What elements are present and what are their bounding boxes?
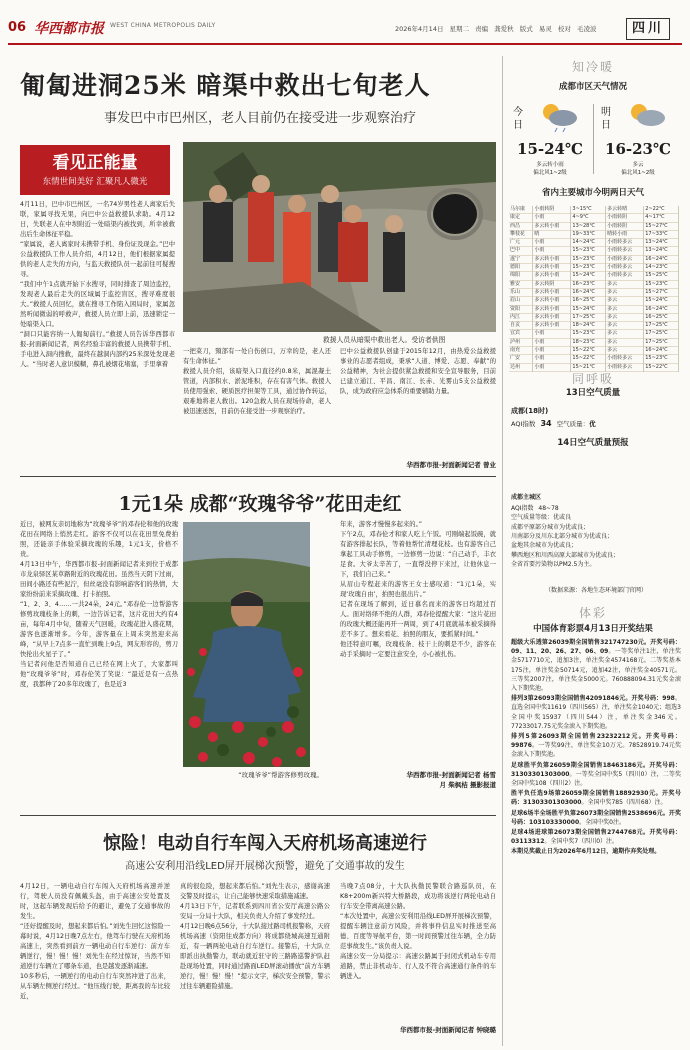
tomorrow-cond: 小雨转多云 (606, 247, 644, 255)
story3-column-2: 真的很危险，想起来都后怕。”刘先生表示，感谢高速交警及时提示，让自己能够快速采取措施减速。 4月13日下午，记者联系到四川省公安厅高速公路公安局一分局十大队，相关负责人介绍了事发经过。 4月12日晚6点56分，十大队接过路司机报警称，天府机场高速（资阳往成都方向）将成都绕城高速互通附近，有一辆两轮电动自行车逆行。接警后，十大队立即派出执勤警力，联动就近驻守的三路路巡警护队赶赴现场处置，同时通过路面LED屏滚动播放“前方车辆逆行，慢！慢！慢！”提示文字，梯次安全预警，警示过往车辆避险措施。 (180, 883, 330, 990)
issue-weekday: 星期二 (449, 25, 470, 33)
aqi-forecast-index-label: AQI指数 (511, 505, 534, 512)
today-range: 16~23℃ (571, 280, 606, 288)
city-name: 西昌 (509, 222, 533, 230)
city-name: 自贡 (509, 322, 533, 330)
weather-divider (593, 104, 594, 174)
province-weather-title: 省内主要城市今明两日天气 (541, 188, 644, 198)
today-cond: 小雨 (533, 363, 571, 371)
today-wind: 偏北风1~2级 (533, 170, 567, 176)
city-weather-row (509, 247, 679, 255)
today-label: 今日 (513, 107, 523, 131)
tomorrow-cond: 小雨转多云 (606, 239, 644, 247)
badge-slogan: 东情世间美好 汇聚凡人微光 (42, 177, 148, 187)
rose-grandpa-photo (183, 522, 310, 767)
tomorrow-temp: 16-23℃ (605, 140, 671, 158)
city-weather-row (509, 280, 679, 288)
city-weather-row (509, 255, 679, 263)
today-range: 13~28℃ (571, 222, 606, 230)
story3-headline: 惊险！电动自行车闯入天府机场高速逆行 (103, 833, 427, 854)
cloudy-rain-icon (537, 100, 581, 132)
today-range: 16~24℃ (571, 288, 606, 296)
aqi-grade: 优 (589, 420, 596, 428)
today-range: 15~22℃ (571, 347, 606, 355)
tomorrow-range: 15~24℃ (644, 297, 679, 305)
tomorrow-label: 明日 (601, 107, 611, 131)
today-range: 15~23℃ (571, 264, 606, 272)
rose-photo-caption: “玫瑰爷爷”帮游客修剪玫瑰。 (238, 771, 323, 779)
tomorrow-range: 13~24℃ (644, 239, 679, 247)
story3-subhead: 高速公安利用沿线LED屏开展梯次预警，避免了交通事故的发生 (125, 861, 405, 872)
city-name: 遂宁 (509, 255, 533, 263)
city-weather-row (509, 272, 679, 280)
story2-byline (340, 770, 496, 790)
city-name: 泸州 (509, 338, 533, 346)
rescue-photo (183, 142, 496, 332)
today-range: 4~9℃ (571, 214, 606, 222)
today-range: 15~23℃ (571, 247, 606, 255)
lottery-item (511, 828, 681, 846)
today-range: 15~23℃ (571, 330, 606, 338)
aqi-forecast-index (511, 503, 681, 512)
lottery-item (511, 809, 681, 827)
tomorrow-cond: 多云 (606, 322, 644, 330)
designer-credit: 版式 易灵 (519, 25, 552, 33)
lottery-numbers: 99876 (511, 742, 532, 750)
tomorrow-cond: 多云 (606, 338, 644, 346)
story2-byline-line2: 月 柴枫桔 摄影报道 (439, 781, 496, 789)
tomorrow-cond: 小雨转多云 (606, 363, 644, 371)
aqi-reading (511, 419, 681, 428)
city-weather-row (509, 297, 679, 305)
sidebar (502, 56, 682, 1046)
tomorrow-range: 15~23℃ (644, 355, 679, 363)
today-cond: 小雨 (533, 338, 571, 346)
tomorrow-cond: 小雨转多云 (606, 255, 644, 263)
story1-column-1: 4月11日，巴中市巴州区，一名74岁男性老人离家后失联，家属寻找无果，向巴中公益救援队求助。4月12日，失联老人在中坝附近一处暗渠内被找到，所幸被救出后生命体征平稳。 “家属说，老人离家时未携带手机、身份证及现金。”巴中公益救援队工作人员介绍，4月12日，他们根据家属提供的老人走失的方向，与监天救援队员一起前往可疑搜寻。 “我们中午1点就开始下水搜寻，同时排查了周边监控，发现老人最后走失的区域属于监控盲区，搜寻难度很大。”救援人员回忆，就在搜寻工作陷入困局时，家属忽然听闻微弱的呼救声，救援人员立即上前，迅速锁定一处暗渠入口。 “洞口只能容纳一人匍匐前行。”救援人员告诉华西都市报-封面新闻记者，两名经验丰富的救援人员携带手机、手电进入洞内搜救，最终在越洞内部约25米深处发现老人。“当时老人意识模糊，鼻孔被烟花堵塞，手里拿着 (20, 201, 175, 368)
city-name: 达州 (509, 363, 533, 371)
tomorrow-range: 16~24℃ (644, 305, 679, 313)
header-info (395, 24, 597, 33)
tomorrow-cond: 多云 (606, 288, 644, 296)
section-divider-2 (20, 815, 496, 816)
lottery-item (511, 789, 681, 807)
today-cond: 多云转小雨 (533, 264, 571, 272)
story1-subhead: 事发巴中市巴州区，老人目前仍在接受进一步观察治疗 (103, 111, 416, 126)
today-cond: 多云转小雨 (533, 255, 571, 263)
page-number: 06 (8, 20, 27, 35)
today-range: 18~24℃ (571, 322, 606, 330)
today-cond: 小雨 (533, 239, 571, 247)
lottery-numbers: 03113312 (511, 838, 545, 846)
weather-section-label: 知冷暖 (571, 60, 614, 74)
tomorrow-cond: 多云 (606, 330, 644, 338)
city-weather-row (509, 239, 679, 247)
tomorrow-range: 2~22℃ (644, 206, 679, 214)
city-name: 巴中 (509, 247, 533, 255)
tomorrow-cond: 晴转小雨 (606, 230, 644, 238)
today-cond: 小雨转阴 (533, 206, 571, 214)
editor-credit: 责编 龚爱秋 (475, 25, 514, 33)
today-cond: 多云转小雨 (533, 322, 571, 330)
today-range: 15~22℃ (571, 355, 606, 363)
aqi-index: 34 (540, 419, 552, 428)
tomorrow-cond: 多云 (606, 347, 644, 355)
lottery-item-body: 。一等奖99注，单注奖金10万元。78528919.74元奖金滚入下期奖池。 (511, 742, 681, 759)
today-temp: 15-24℃ (517, 140, 583, 158)
aqi-forecast-line: 全省首要污染物以PM2.5为主。 (511, 560, 596, 568)
lottery-title: 中国体育彩票4月13日开奖结果 (533, 624, 653, 634)
aqi-forecast-grade: 空气质量等级：优或良 (511, 514, 572, 521)
lottery-item-head: 胜平负任选9场第26059期全国销售18892930元。开奖号码： (511, 790, 681, 807)
city-name: 德阳 (509, 264, 533, 272)
city-name: 雅安 (509, 280, 533, 288)
today-range: 15~23℃ (571, 255, 606, 263)
city-weather-row (509, 305, 679, 313)
city-weather-row (509, 230, 679, 238)
lottery-item-body: 。直选全国中奖11619（四川565）注，单注奖金1040元；组选3全国中奖15937（四川544）注，单注奖金346元。77233017.75元奖金滚入下期奖池。 (511, 695, 681, 730)
lottery-item-head: 足球4场进球第26073期全国销售2744768元。开奖号码： (511, 829, 681, 837)
proof-credit: 校对 毛凌波 (557, 25, 597, 33)
tomorrow-range: 14~23℃ (644, 264, 679, 272)
tomorrow-range: 16~24℃ (644, 255, 679, 263)
tomorrow-cond: 小雨转阴 (606, 222, 644, 230)
city-weather-row (509, 288, 679, 296)
city-name: 南充 (509, 347, 533, 355)
city-weather-row (509, 338, 679, 346)
story2-byline-line1: 华西都市报-封面新闻记者 杨雪 (406, 771, 496, 779)
today-cond: 小雨 (533, 347, 571, 355)
issue-date: 2026年4月14日 (395, 25, 444, 33)
aqi-forecast-line: 攀西地区和川西高原大部城市为优或良； (511, 551, 620, 559)
aqi-section-label: 同呼吸 (571, 372, 614, 386)
tomorrow-cond: 多云 (606, 297, 644, 305)
tomorrow-cond: 小雨转多云 (606, 272, 644, 280)
lottery-item-head: 超级大乐透第26039期全国销售321747230元。开奖号码： (511, 639, 681, 646)
city-weather-row (509, 222, 679, 230)
aqi-forecast-line: 成都平原部分城市为优或良； (511, 524, 590, 531)
page-header (0, 0, 690, 44)
aqi-forecast-index-value: 48~78 (538, 505, 559, 512)
today-range: 15~24℃ (571, 305, 606, 313)
tomorrow-wind: 偏北风1~2级 (621, 170, 655, 176)
today-cond: 小雨 (533, 355, 571, 363)
lottery-item-body: 。全国中奖7（四川0）注。 (544, 838, 619, 846)
city-weather-row (509, 322, 679, 330)
tomorrow-cond: 小雨转多云 (606, 264, 644, 272)
today-cond: 小雨 (533, 247, 571, 255)
today-cond: 多云转小雨 (533, 288, 571, 296)
lottery-item-head: 排列3第26093期全国销售42091846元。开奖号码： (511, 695, 663, 703)
region-tag: 四川 (626, 18, 670, 40)
city-name: 内江 (509, 313, 533, 321)
lottery-numbers: 31303301303000 (523, 799, 582, 807)
aqi-grade-label: 空气质量： (556, 420, 590, 428)
today-cond: 多云转小雨 (533, 305, 571, 313)
aqi-forecast-title: 14日空气质量预报 (557, 438, 629, 448)
tomorrow-cond: 多云 (606, 280, 644, 288)
today-cond: 晴 (533, 230, 571, 238)
tomorrow-range: 4~17℃ (644, 214, 679, 222)
province-weather-table (509, 206, 679, 372)
today-range: 16~25℃ (571, 297, 606, 305)
badge-title: 看见正能量 (52, 153, 138, 173)
story1-byline: 华西都市报-封面新闻记者 曾业 (406, 461, 496, 469)
city-name: 绵阳 (509, 272, 533, 280)
tomorrow-range: 17~25℃ (644, 330, 679, 338)
city-name: 马尔康 (509, 206, 533, 214)
city-name: 康定 (509, 214, 533, 222)
tomorrow-cond: 小雨转多云 (606, 355, 644, 363)
weather-title: 成都市区天气情况 (558, 82, 627, 92)
today-cond: 小雨 (533, 330, 571, 338)
today-cond: 多云转小雨 (533, 313, 571, 321)
lottery-note: 本期兑奖截止日为2026年6月12日，逾期作弃奖处理。 (511, 848, 661, 856)
tomorrow-range: 15~23℃ (644, 280, 679, 288)
header-rule (8, 43, 682, 45)
lottery-numbers: 103103330000 (529, 818, 580, 826)
tomorrow-range: 16~25℃ (644, 313, 679, 321)
lottery-section-label: 体彩 (578, 606, 607, 620)
story1-headline: 匍匐进洞25米 暗渠中救出七旬老人 (20, 71, 431, 100)
city-name: 乐山 (509, 288, 533, 296)
today-weather (509, 96, 591, 182)
tomorrow-range: 15~22℃ (644, 363, 679, 371)
lottery-results (511, 638, 681, 857)
story3-column-3: 当晚7点08分，十大队执勤民警联合路巡队员，在K8+200m新兴特大桥路段，成功将该逆行两轮电动自行车安全带离高速公路。 “本次处置中，高速公安利用沿线LED屏开展梯次预警，提醒车辆注意前方风险，并将事件信息实时推送至高德、百度等导航平台，第一时间预警过往车辆，全力防范事故发生。”该负责人说。 高速公安一分局提示：高速公路属于封闭式机动车专用道路，禁止非机动车、行人及不符合高速通行条件的车辆进入。 (340, 883, 496, 980)
story1-column-2: 一把菜刀，頸部有一处自伤创口，万幸的是，老人还有生命体征。” 救援人员介绍，该暗渠入口直径约0.8米，属混凝土管道，内部积水、淤泥堆积，存在有害气体。救援人员使用强索、硬质医疗担架等工具，通过协作转运，艰难地将老人救出。120急救人员在现场待命，老人被迅速送医，目前仍在接受进一步观察治疗。 (183, 348, 331, 415)
story2-column-3: 年来，游客才慢慢多起来的。” 下午2点，邓春伦才和家人吃上午饭。可刚端起饭碗，就有游客排起长队，等着他帮忙清理花枝。也有游客自己拿起工具动手修剪，一边修剪一边说：“自己动手，丰衣足食。大爷太辛苦了，一直帮没停下来过，让他休息一下，我们自己来。” 从眉山专程赶来的游客王女士感叹道：“1元1朵，实现‘玫瑰自由’，拍照也很出片。” 记者在现场了解到，近日慕名而来的游客日均超过百人。面对络绎不绝的人群，邓春伦提醒大家：“这片花田的玫瑰大概还能再开一两周，到了4月底就基本被采摘得差不多了。想来看花、拍照的朋友，要抓紧时间。” 他还特意叮嘱，玫瑰枝条、枝干上的刺是不少，游客在动手采摘时一定要注意安全，小心被扎伤。 (340, 521, 496, 658)
city-weather-row (509, 313, 679, 321)
tomorrow-weather (597, 96, 679, 182)
aqi-index-label: AQI指数 (511, 420, 536, 428)
tomorrow-cond: 多云转晴 (606, 206, 644, 214)
city-name: 眉山 (509, 297, 533, 305)
today-cond: 多云转阴 (533, 280, 571, 288)
today-range: 17~25℃ (571, 313, 606, 321)
today-range: 15~24℃ (571, 272, 606, 280)
city-weather-row (509, 347, 679, 355)
city-name: 资阳 (509, 305, 533, 313)
tomorrow-range: 17~33℃ (644, 230, 679, 238)
tomorrow-range: 15~27℃ (644, 222, 679, 230)
city-weather-row (509, 206, 679, 214)
aqi-forecast-lines (511, 523, 681, 569)
city-name: 攀枝花 (509, 230, 533, 238)
lottery-item (511, 638, 681, 693)
partly-cloudy-icon (625, 100, 669, 132)
section-divider (20, 476, 496, 477)
aqi-source: （数据来源：各地生态环境部门官网） (544, 587, 647, 594)
aqi-forecast-line: 盆地其余城市为优或良； (511, 542, 578, 550)
today-cond: 小雨 (533, 214, 571, 222)
tomorrow-range: 15~27℃ (644, 288, 679, 296)
tomorrow-range: 16~24℃ (644, 347, 679, 355)
today-cond: 多云转小雨 (533, 222, 571, 230)
city-weather-row (509, 330, 679, 338)
aqi-city: 成都(18时) (511, 407, 549, 415)
city-name: 广元 (509, 239, 533, 247)
lottery-numbers: 998 (662, 695, 675, 703)
today-range: 18~23℃ (571, 338, 606, 346)
lottery-item-head: 足球胜平负第26059期全国销售18463186元。开奖号码： (511, 761, 681, 769)
tomorrow-cond: 小雨转阴 (606, 214, 644, 222)
lottery-numbers: 09、11、20、26、27、06、09 (511, 648, 609, 656)
lottery-item-body: 。全国中奖0注。 (579, 818, 625, 826)
lottery-item (511, 732, 681, 760)
today-range: 3~15℃ (571, 206, 606, 214)
today-cond: 多云转小雨 (533, 297, 571, 305)
story3-byline: 华西都市报-封面新闻记者 钟晓璐 (400, 1026, 496, 1034)
lottery-item-body: 。一等奖单注1注，单注奖金5717710元，追加3注，单注奖金4574168元。二等奖基本175注，单注奖金50714元，追加42注，单注奖金40571元。三等奖2007注，单注奖金5000元。760888094.31元奖金滚入下期奖池。 (511, 648, 681, 693)
lottery-item (511, 761, 681, 789)
rescue-photo-caption: 救援人员从暗渠中救出老人。受访者供图 (323, 336, 446, 344)
tomorrow-cond: 多云 (606, 305, 644, 313)
lottery-item-body: 。一等奖全国中奖5（四川0）注，二等奖全国中奖108（四川2）注。 (511, 770, 681, 788)
positive-energy-badge (20, 145, 170, 195)
aqi-title: 13日空气质量 (565, 388, 621, 398)
newspaper-logo-english: WEST CHINA METROPOLIS DAILY (110, 22, 216, 29)
city-weather-row (509, 355, 679, 363)
city-name: 宜宾 (509, 330, 533, 338)
tomorrow-desc: 多云 (632, 162, 644, 168)
tomorrow-range: 13~24℃ (644, 247, 679, 255)
newspaper-logo: 华西都市报 (34, 21, 104, 37)
aqi-forecast-area: 成都主城区 (511, 494, 542, 501)
story2-headline: 1元1朵 成都“玫瑰爷爷”花田走红 (118, 493, 402, 515)
lottery-item-body: 。全国中奖785（四川68）注。 (581, 799, 667, 807)
story2-column-1: 近日，被网友亲切地称为“玫瑰爷爷”的邓春伦和他的玫瑰花田在网络上悄然走红。游客不仅可以在花田里免费拍照，还能亲手体验采摘玫瑰的乐趣，1元1支，价格不贵。 4月13日中午，华西都市报-封面新闻记者来到位于成都市龙泉驿区某草路附近的玫瑰花田。虽然当天阴下过雨，田间小路还有些泥泞，但丝毫没有影响游客们的热情，大家纷纷前来采摘玫瑰、打卡拍照。 “1、2、3、4……一共24朵，24元。”邓春伦一边帮游客修剪玫瑰枝条上的刺，一边告诉记者，这片花田大约有4亩，每年4月中旬，随着天气回暖，玫瑰花进入盛花期，游客也逐渐增多。今年，游客量在上周末突然迎来高峰，“从早上7点多一直忙到晚上9点，网友形容的，剪刀快抡出火星子了。” 当记者问他是否知道自己已经在网上火了，大家都叫他“玫瑰爷爷”时，邓春伦笑了笑说：“最近是有一点热度，我都种了20多年玫瑰了，也是近3 (20, 521, 178, 688)
city-name: 广安 (509, 355, 533, 363)
lottery-numbers: 31303301303000 (511, 770, 570, 778)
tomorrow-range: 15~25℃ (644, 272, 679, 280)
aqi-forecast-line: 川南部分及川东北部分城市为优或良； (511, 533, 614, 541)
lottery-item (511, 694, 681, 731)
tomorrow-cond: 多云 (606, 313, 644, 321)
city-weather-row (509, 214, 679, 222)
lottery-item-head: 排列5第26093期全国销售23232212元。开奖号码： (511, 733, 681, 741)
tomorrow-range: 17~25℃ (644, 322, 679, 330)
story3-column-1: 4月12日，一辆电动自行车闯入天府机场高速并逆行，驾驶人员没有佩戴头盔，由于高速公安处置及时，这起车辆发现后给予的避让，避免了交通事故的发生。 “还好提醒及时，想起来都后怕。”刘先生回忆这惊险一幕时说，4月12日晚7点左右，他驾车行驶在天府机场高速上，突然看到前方一辆电动自行车逆行：前方车辆逆行，慢！慢！慢！刘先生在经过惊讶，当然不知道逆行车辆立了哪条车道，也是越发逐渐减速。 10多秒后，一辆逆行的电动自行车突然冲进了出来，从车辆左侧逆行经过。“他压线行驶，距离我的车比较近， (20, 883, 170, 1000)
tomorrow-range: 17~25℃ (644, 338, 679, 346)
today-range: 14~24℃ (571, 239, 606, 247)
today-desc: 多云转小雨 (536, 162, 564, 168)
today-range: 19~33℃ (571, 230, 606, 238)
today-range: 15~21℃ (571, 363, 606, 371)
lottery-item-head: 足球6场半全场胜平负第26073期全国销售2538696元。开奖号码： (511, 809, 681, 826)
city-weather-row (509, 264, 679, 272)
today-cond: 多云转小雨 (533, 272, 571, 280)
story1-column-3: 巴中公益救援队创建于2015年12月，由热爱公益救援事业的志愿者组成，秉承“人道、博爱、志愿、奉献”的公益精神，为社会提供紧急救援和安全宣导服务，目前已建立通江、平昌、南江、长赤、光雾山5支公益救援队，成为政府应急体系的重要辅助力量。 (340, 348, 496, 395)
